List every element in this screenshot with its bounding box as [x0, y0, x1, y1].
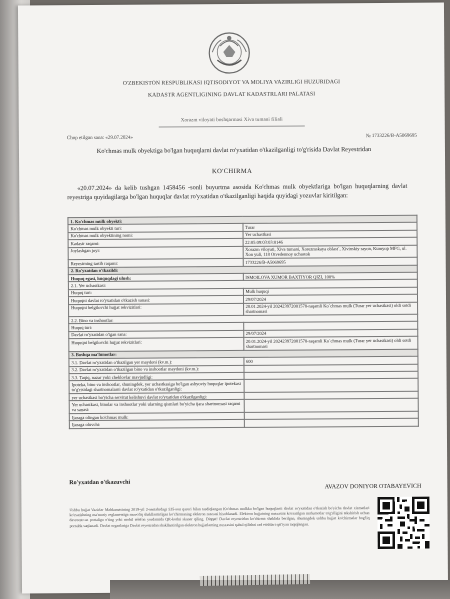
field-label: Ko'chmas mulk obyektining nomi:: [68, 231, 243, 240]
document-subtitle: KO'CHIRMA: [211, 167, 253, 176]
state-emblem-icon: [206, 30, 252, 76]
field-label: Davlat ro'yxatidan o'tgan sana:: [69, 330, 244, 339]
ministry-heading: O'ZBEKISTON RESPUBLIKASI IQTISODIYOT VA MOLIYA VAZIRLIGI HUZURIDAGI: [122, 79, 341, 87]
field-label: Reyestrning tartib raqami:: [68, 259, 243, 268]
field-label: Ipoteka, bino va inshootlar, shuningdek, yer uchastkasiga bo'lgan ashyoviy huquqlar ipotekasi to'g'risidagi shartnomalarni davlat ro'yxatidan o'tkazilganligi:: [69, 380, 244, 394]
branch-heading: Xorazm viloyati boshqarmasi Xiva tumani filiali: [180, 117, 283, 124]
field-label: Joylashgan joyi:: [68, 246, 243, 260]
agency-heading: KADASTR AGENTLIGINING DAVLAT KADASTRLARI PALATASI: [147, 91, 316, 99]
field-value: 600: [243, 356, 418, 365]
document-title: Ko'chmas mulk obyektiga bo'lgan huquqlarni davlat ro'yxatidan o'tkazilganligi to'g'risida Davlat Reyestridan: [96, 146, 372, 155]
registrar-label: Ro'yxatdan o'tkazuvchi: [69, 479, 131, 487]
registry-table: [67, 215, 418, 429]
field-label: yer uchastkasi bo'yicha servitut kelishuvi davlat ro'yxatidan o'tkazilganligi:: [69, 392, 244, 401]
fine-print: Ushbu hujjat Vazirlar Mahkamasining 2019-yil 2-sentabrdagi 535-son qarori bilan tasdiqlangan Ko'chmas mulkka bo'lgan huquqlarni davlat ro'yxatidan o'tkazish bo'yicha davlat xizmatlari ko'rsatishning ma'muriy reglamentiga muvofiq shakllantirilgan ko'chirmaning elektron nusxasi hisoblanadi. Elektron hujjatning nusxasini ko'rsatilgan ma'lumotlar to'g'riligini tekshirish uchun davreestr.uz portaliga o'ting yoki mobil telefon yordamida QR-kodni skaner qiling. Diqqat! Davlat reyestridan ko'chirma shaklida berilgan, shuningdek ushbu hujjat ko'chirmalar bog'liq portalda saqlanadi. Davlat organlariga Davlat reyestridan shakllantirilgan elektron hujjatlarning nusxasini qabul qilishni rad etishlari qat'iyan taqiqlangan.: [69, 506, 370, 528]
field-value: 29/07/2024: [243, 329, 418, 338]
table-row: [69, 419, 418, 429]
field-value: ISMOILOVA XUMOR BAXTIYOR QIZI, 100%: [243, 272, 418, 281]
field-label: 3.3. Taqiq, nazar yoki cheklovlar mavjudligi:: [69, 372, 244, 381]
field-value: 20.01.2024-yil 202423972001578-raqamli Ko`chmas mulk (Turar yer uchastkasi) oldi sotdi shartnomasi: [243, 336, 418, 350]
field-label: 3.1. Davlat ro'yxatidan o'tkazilgan yer maydoni (kv.m.):: [69, 358, 244, 367]
document-number: № 1733226/B-A5069695: [365, 133, 417, 140]
field-value: Turar: [242, 223, 417, 232]
field-value: [244, 399, 419, 413]
field-label: Ijaraga olingan ko'chmas mulk:: [69, 412, 244, 421]
section-label: 1. Ko'chmas mulk obyekti:: [68, 215, 417, 225]
header-divider: [159, 125, 305, 127]
field-label: Huquq egasi, huquqdagi ulush:: [68, 273, 243, 282]
field-value: Yer uchastkasi: [243, 230, 418, 239]
field-value: Mulk huquqi: [243, 287, 418, 296]
field-value: [244, 419, 419, 428]
intro-paragraph: «20.07.2024» da kelib tushgan 1458456 -sonli buyurtma asosida Ko'chmas mulk obyektlariga bo'lgan huquqlarning davlat reyestriga quyidagilarga bo'lgan huquqlar davlat ro'yxatidan o'tkazilganligi haqida quyidagi yozuvlar kiritilgan:: [67, 182, 408, 201]
field-label: Yer uchastkasi, binolar va inshootlar yoki ularning qismlari bo'yicha ijara shartnomasi raqami va sanasi:: [69, 400, 244, 414]
subsection-label: 2.1. Yer uchastkasi:: [68, 280, 417, 290]
field-label: Huquqni davlat ro'yxatidan o'tkazish sanasi:: [68, 296, 243, 305]
registrar-name: AVAZOV DONIYOR OTABAYEVICH: [324, 483, 422, 491]
background-paper-scrap: [200, 574, 310, 586]
qr-code-icon: [377, 497, 429, 549]
subsection-label: 2.2. Bino va inshootlar:: [69, 314, 418, 324]
field-value: [244, 379, 419, 393]
field-label: Kadastr raqami:: [68, 239, 243, 248]
field-value: 22:05:09:03:03:0146: [243, 237, 418, 246]
field-label: 3.2. Davlat ro'yxatidan o'tkazilgan bino va inshootlar maydoni (kv.m.):: [69, 365, 244, 374]
field-label: Huquqni belgilovchi hujjat rekvizitlari:: [69, 338, 244, 352]
field-label: Huquq turi:: [69, 323, 244, 332]
field-value: 20.01.2024-yil 202423972001578-raqamli Ko`chmas mulk (Turar yer uchastkasi) oldi sotdi shartnomasi: [243, 302, 418, 316]
section-label: 3. Boshqa ma'lumotlar:: [69, 349, 418, 359]
field-value: 29/07/2024: [243, 294, 418, 303]
field-label: Ijaraga oluvchi:: [69, 420, 244, 429]
document-page: [18, 3, 448, 594]
field-label: Ko'chmas mulk obyekti turi:: [68, 224, 243, 233]
field-value: 1733226/B-A5069695: [243, 257, 418, 266]
section-label: 2. Ro'yxatdan o'tkazildi:: [68, 265, 417, 275]
field-label: Huquqni belgilovchi hujjat rekvizitlari:: [69, 303, 244, 317]
field-label: Huquq turi:: [68, 288, 243, 297]
field-value: Xorazm viloyati, Xiva tumani, Xorezmskaya oblast`, Xivinskiy rayon, Kumyop MFG, ul. Xon yuli, 118 Otvedennoy uchastok: [243, 245, 418, 259]
print-date: Chop etilgan sana: «29.07.2024»: [66, 135, 133, 142]
